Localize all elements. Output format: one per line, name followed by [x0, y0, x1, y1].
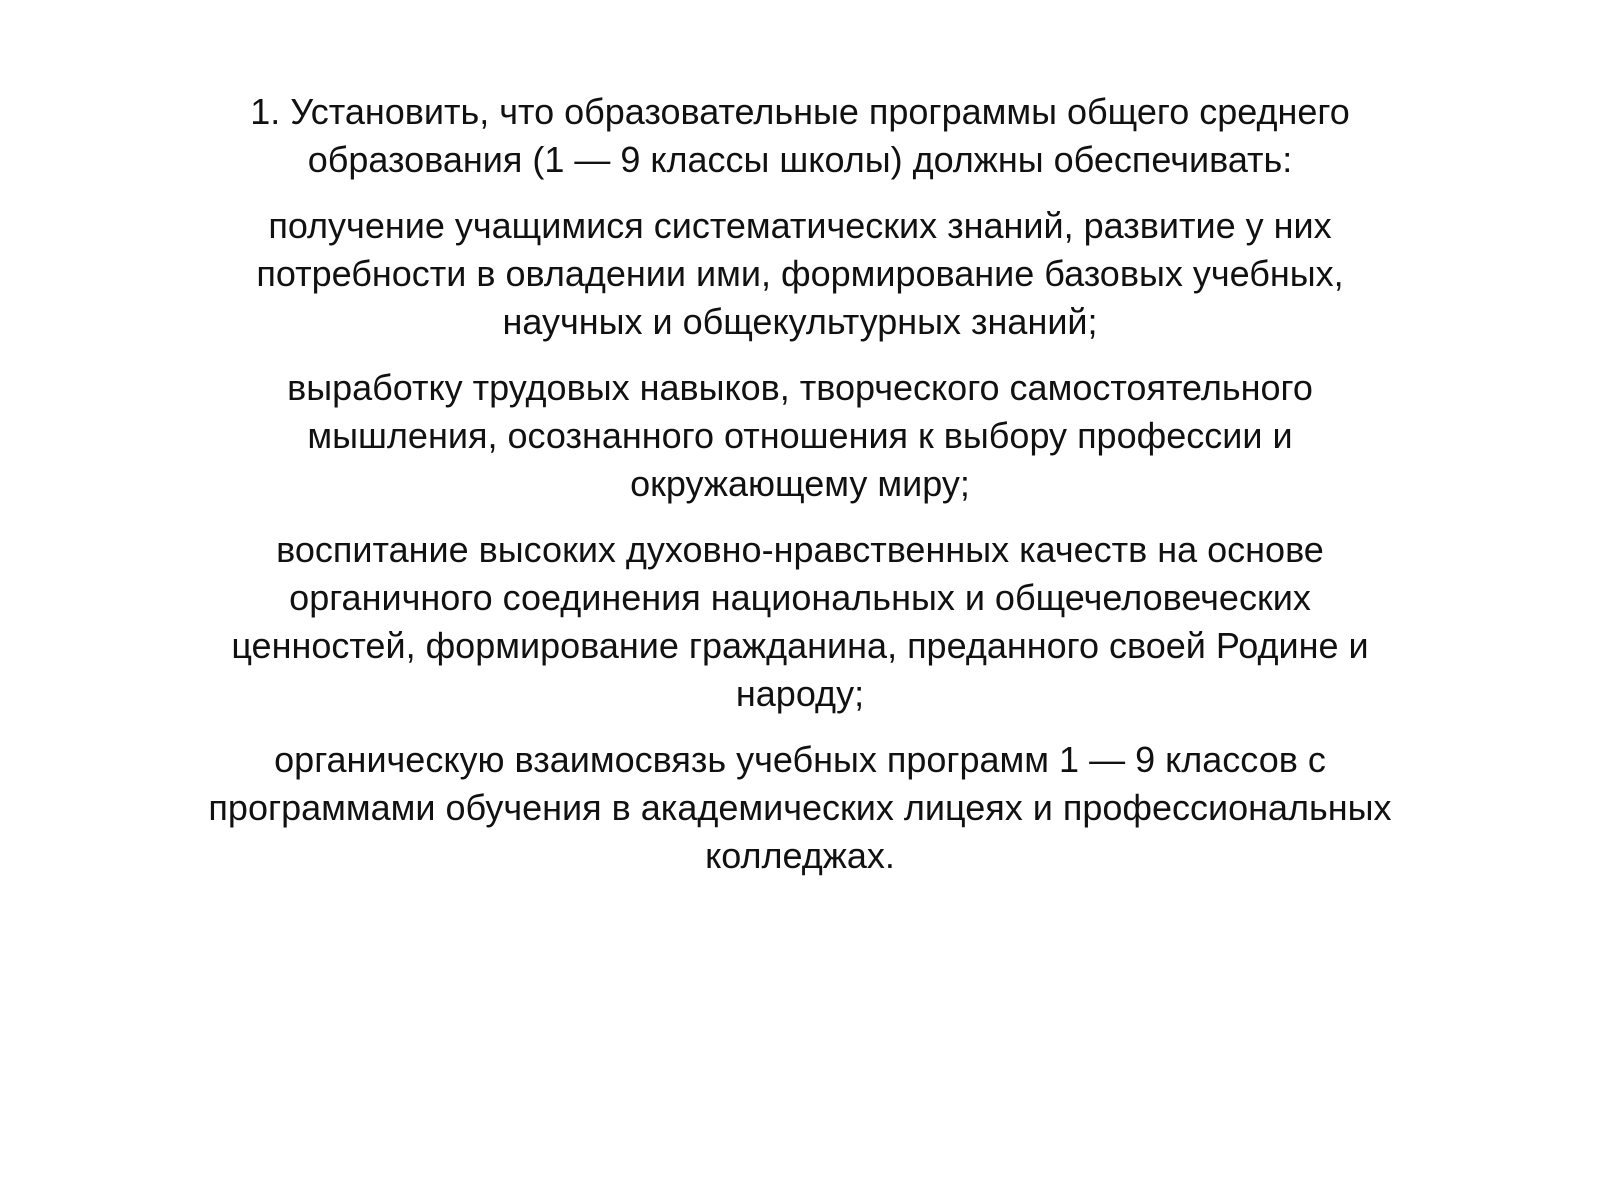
text-line: окружающему миру; — [630, 463, 970, 504]
text-line: выработку трудовых навыков, творческого самостоятельного — [287, 367, 1313, 408]
text-line: колледжах. — [705, 835, 895, 876]
text-line: органическую взаимосвязь учебных программ 1 — 9 классов с — [274, 739, 1326, 780]
paragraph-skills — [110, 364, 1490, 508]
text-line: получение учащимися систематических знаний, развитие у них — [268, 205, 1332, 246]
text-line: программами обучения в академических лицеях и профессиональных — [208, 787, 1392, 828]
text-line: потребности в овладении ими, формирование базовых учебных, — [256, 253, 1344, 294]
text-line: народу; — [735, 673, 865, 714]
text-line: ценностей, формирование гражданина, преданного своей Родине и — [231, 625, 1369, 666]
paragraph-upbringing — [110, 526, 1490, 718]
paragraph-knowledge — [110, 202, 1490, 346]
document-body — [110, 88, 1490, 898]
text-line: органичного соединения национальных и общечеловеческих — [289, 577, 1311, 618]
text-line: научных и общекультурных знаний; — [502, 301, 1098, 342]
paragraph-intro — [110, 88, 1490, 184]
text-line: образования (1 — 9 классы школы) должны обеспечивать: — [307, 139, 1293, 180]
text-line: 1. Установить, что образовательные программы общего среднего — [250, 91, 1350, 132]
paragraph-continuity — [110, 736, 1490, 880]
text-line: мышления, осознанного отношения к выбору профессии и — [307, 415, 1293, 456]
text-line: воспитание высоких духовно-нравственных качеств на основе — [276, 529, 1324, 570]
